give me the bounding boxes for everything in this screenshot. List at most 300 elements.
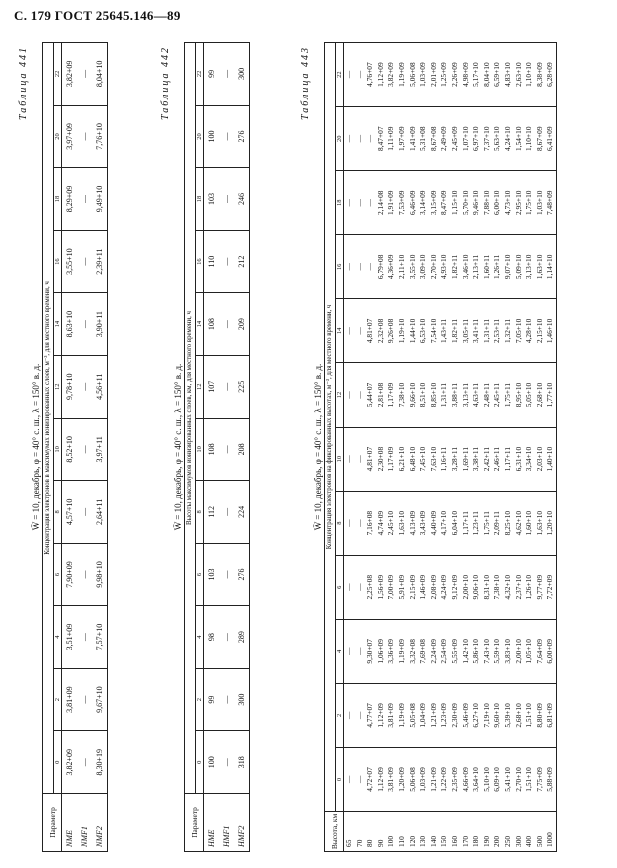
table-row bbox=[461, 43, 472, 852]
table-cell: 3,32+08 bbox=[408, 619, 419, 683]
row-label: 160 bbox=[450, 812, 461, 852]
table-cell: 1,82+11 bbox=[450, 299, 461, 363]
table-cell: 1,63+10 bbox=[535, 491, 546, 555]
table-cell: 7,38+10 bbox=[492, 555, 503, 619]
table-cell: 7,38+10 bbox=[397, 363, 408, 427]
table-cell: — bbox=[219, 355, 234, 418]
table-cell: 9,60+10 bbox=[492, 683, 503, 747]
table-cell: 2,45+11 bbox=[492, 363, 503, 427]
table-cell: 8,30+19 bbox=[92, 731, 108, 794]
table-cell: 9,46+10 bbox=[471, 171, 482, 235]
table-row bbox=[408, 43, 419, 852]
table-row bbox=[429, 43, 440, 852]
table-row bbox=[418, 43, 429, 852]
table-cell: 8,04+10 bbox=[92, 43, 108, 106]
table-row bbox=[397, 43, 408, 852]
table-442-param-header: Параметр bbox=[185, 794, 204, 852]
table-cell: 3,51+09 bbox=[62, 606, 78, 669]
table-cell: 5,63+10 bbox=[492, 107, 503, 171]
table-cell: 2,30+08 bbox=[376, 427, 387, 491]
hour-header: 4 bbox=[54, 606, 62, 669]
table-cell: 1,20+09 bbox=[397, 747, 408, 811]
table-cell: — bbox=[344, 299, 355, 363]
table-cell: 7,37+10 bbox=[482, 107, 493, 171]
table-cell: 3,13+11 bbox=[461, 363, 472, 427]
row-label: 80 bbox=[365, 812, 376, 852]
table-cell: 6,21+10 bbox=[397, 427, 408, 491]
table-cell: 8,85+10 bbox=[429, 363, 440, 427]
table-cell: 1,05+10 bbox=[524, 619, 535, 683]
table-cell: 8,38+09 bbox=[535, 43, 546, 107]
hour-header: 16 bbox=[196, 230, 204, 293]
table-cell: 1,42+10 bbox=[461, 619, 472, 683]
table-cell: — bbox=[219, 606, 234, 669]
row-label: 120 bbox=[408, 812, 419, 852]
table-cell: 9,30+07 bbox=[365, 619, 376, 683]
hour-header: 6 bbox=[336, 555, 344, 619]
table-cell: 7,57+10 bbox=[92, 606, 108, 669]
table-cell: 3,81+09 bbox=[386, 683, 397, 747]
table-cell: — bbox=[77, 606, 92, 669]
table-cell: 6,31+10 bbox=[514, 427, 525, 491]
row-label: HMF2 bbox=[234, 794, 250, 852]
hour-header: 4 bbox=[336, 619, 344, 683]
table-cell: — bbox=[77, 168, 92, 231]
table-cell: 276 bbox=[234, 105, 250, 168]
table-cell: 4,17+10 bbox=[439, 491, 450, 555]
table-443-caption: Концентрация электронов на фиксированных высотах, м⁻³, для местного времени, ч bbox=[325, 43, 336, 812]
hour-header: 2 bbox=[336, 683, 344, 747]
table-row bbox=[376, 43, 387, 852]
table-cell: 4,24+10 bbox=[503, 107, 514, 171]
table-row bbox=[386, 43, 397, 852]
table-cell: 9,66+10 bbox=[408, 363, 419, 427]
table-cell: 8,29+09 bbox=[62, 168, 78, 231]
table-441-param-header: Параметр bbox=[43, 794, 62, 852]
table-cell: 1,63+10 bbox=[535, 235, 546, 299]
table-cell: 1,77+10 bbox=[545, 363, 556, 427]
table-cell: 9,77+09 bbox=[535, 555, 546, 619]
hour-header: 14 bbox=[336, 299, 344, 363]
table-cell: 2,14+08 bbox=[376, 171, 387, 235]
table-cell: 1,16+11 bbox=[439, 427, 450, 491]
row-label: NMF1 bbox=[77, 794, 92, 852]
table-442-title: W̄ = 10, декабрь, φ = 40° с. ш., λ = 150° в. д. bbox=[173, 363, 183, 531]
table-cell: 3,97+09 bbox=[62, 105, 78, 168]
table-cell: 5,70+10 bbox=[461, 171, 472, 235]
hour-header: 0 bbox=[196, 731, 204, 794]
table-cell: 108 bbox=[204, 293, 220, 356]
table-cell: 1,82+11 bbox=[450, 235, 461, 299]
table-cell: 6,27+10 bbox=[471, 683, 482, 747]
table-443-label: Таблица 443 bbox=[300, 46, 311, 120]
table-cell: 7,90+09 bbox=[62, 543, 78, 606]
table-cell: 3,83+10 bbox=[503, 619, 514, 683]
table-cell: 1,10+10 bbox=[524, 107, 535, 171]
table-cell: 5,10+10 bbox=[482, 747, 493, 811]
table-cell: — bbox=[355, 299, 366, 363]
table-cell: 1,07+10 bbox=[461, 107, 472, 171]
table-cell: 1,12+09 bbox=[376, 43, 387, 107]
row-label: 130 bbox=[418, 812, 429, 852]
row-label: 250 bbox=[503, 812, 514, 852]
table-cell: 3,34+10 bbox=[524, 427, 535, 491]
table-cell: 4,62+10 bbox=[514, 491, 525, 555]
table-cell: 2,68+10 bbox=[535, 363, 546, 427]
table-cell: 2,37+10 bbox=[514, 555, 525, 619]
table-cell: 8,47+07 bbox=[376, 107, 387, 171]
table-cell: 4,40+09 bbox=[429, 491, 440, 555]
table-cell: — bbox=[344, 107, 355, 171]
hour-header: 16 bbox=[336, 235, 344, 299]
table-441-block bbox=[18, 42, 108, 852]
table-cell: 5,05+08 bbox=[408, 683, 419, 747]
table-row bbox=[344, 43, 355, 852]
table-cell: 9,07+10 bbox=[503, 235, 514, 299]
table-cell: 8,67+09 bbox=[535, 107, 546, 171]
table-cell: 1,14+10 bbox=[545, 235, 556, 299]
table-cell: 99 bbox=[204, 43, 220, 106]
table-row bbox=[535, 43, 546, 852]
table-cell: — bbox=[344, 427, 355, 491]
table-cell: 9,06+10 bbox=[471, 555, 482, 619]
table-cell: 1,26+11 bbox=[492, 235, 503, 299]
table-cell: 7,45+10 bbox=[418, 427, 429, 491]
table-cell: 1,03+09 bbox=[418, 43, 429, 107]
row-label: 400 bbox=[524, 812, 535, 852]
table-cell: 4,81+07 bbox=[365, 427, 376, 491]
table-cell: — bbox=[355, 427, 366, 491]
table-cell: 4,66+09 bbox=[461, 747, 472, 811]
hour-header: 18 bbox=[54, 168, 62, 231]
table-cell: 7,00+09 bbox=[386, 555, 397, 619]
table-442 bbox=[184, 42, 250, 852]
table-cell: 7,43+10 bbox=[482, 619, 493, 683]
table-cell: 100 bbox=[204, 731, 220, 794]
table-cell: 2,42+11 bbox=[482, 427, 493, 491]
hour-header: 20 bbox=[196, 105, 204, 168]
table-cell: 5,17+10 bbox=[471, 43, 482, 107]
table-cell: 9,12+09 bbox=[450, 555, 461, 619]
table-cell: 5,59+10 bbox=[492, 619, 503, 683]
table-442-block bbox=[160, 42, 250, 852]
table-cell: 4,28+10 bbox=[524, 299, 535, 363]
table-cell: 6,00+09 bbox=[545, 619, 556, 683]
hour-header: 10 bbox=[336, 427, 344, 491]
table-cell: 318 bbox=[234, 731, 250, 794]
table-cell: 4,81+07 bbox=[365, 299, 376, 363]
table-cell: — bbox=[77, 293, 92, 356]
table-cell: 4,32+10 bbox=[503, 555, 514, 619]
table-cell: 2,95+10 bbox=[514, 171, 525, 235]
table-cell: 3,43+09 bbox=[418, 491, 429, 555]
table-cell: 3,14+09 bbox=[418, 171, 429, 235]
table-cell: 3,41+11 bbox=[471, 299, 482, 363]
table-cell: 1,21+09 bbox=[429, 683, 440, 747]
table-443 bbox=[324, 42, 557, 852]
row-label: 1000 bbox=[545, 812, 556, 852]
table-cell: 6,04+10 bbox=[450, 491, 461, 555]
table-cell: 4,36+09 bbox=[386, 235, 397, 299]
table-cell: 9,49+10 bbox=[92, 168, 108, 231]
table-cell: — bbox=[219, 543, 234, 606]
table-cell: 6,48+10 bbox=[408, 427, 419, 491]
table-cell: 1,19+09 bbox=[397, 619, 408, 683]
row-label: 110 bbox=[397, 812, 408, 852]
table-cell: 107 bbox=[204, 355, 220, 418]
table-row bbox=[482, 43, 493, 852]
hour-header: 14 bbox=[196, 293, 204, 356]
table-cell: 225 bbox=[234, 355, 250, 418]
table-cell: 300 bbox=[234, 43, 250, 106]
page-header: С. 179 ГОСТ 25645.146—89 bbox=[14, 8, 181, 23]
table-cell: — bbox=[219, 481, 234, 544]
table-cell: 2,26+09 bbox=[450, 43, 461, 107]
table-cell: — bbox=[344, 491, 355, 555]
table-cell: 1,46+09 bbox=[418, 555, 429, 619]
hour-header: 22 bbox=[196, 43, 204, 106]
table-cell: 1,20+10 bbox=[545, 491, 556, 555]
hour-header: 8 bbox=[54, 481, 62, 544]
hour-header: 12 bbox=[336, 363, 344, 427]
table-row bbox=[355, 43, 366, 852]
table-cell: 1,15+10 bbox=[450, 171, 461, 235]
table-cell: 5,41+10 bbox=[503, 747, 514, 811]
table-442-label: Таблица 442 bbox=[160, 46, 171, 120]
table-row bbox=[514, 43, 525, 852]
table-cell: 289 bbox=[234, 606, 250, 669]
table-cell: 2,53+11 bbox=[492, 299, 503, 363]
hour-header: 0 bbox=[54, 731, 62, 794]
table-cell: 4,24+09 bbox=[439, 555, 450, 619]
table-cell: 1,91+09 bbox=[386, 171, 397, 235]
table-cell: 1,11+09 bbox=[386, 107, 397, 171]
table-cell: — bbox=[344, 747, 355, 811]
table-cell: — bbox=[219, 168, 234, 231]
table-cell: 1,44+10 bbox=[408, 299, 419, 363]
table-cell: 3,97+11 bbox=[92, 418, 108, 481]
table-cell: 2,24+09 bbox=[429, 619, 440, 683]
table-cell: 7,69+08 bbox=[418, 619, 429, 683]
table-cell: 1,12+09 bbox=[376, 683, 387, 747]
table-cell: 2,30+09 bbox=[450, 683, 461, 747]
table-row bbox=[365, 43, 376, 852]
table-cell: — bbox=[355, 235, 366, 299]
table-cell: 3,28+11 bbox=[450, 427, 461, 491]
hour-header: 10 bbox=[196, 418, 204, 481]
row-label: 90 bbox=[376, 812, 387, 852]
table-cell: 1,63+10 bbox=[397, 491, 408, 555]
table-cell: 1,31+11 bbox=[439, 363, 450, 427]
table-cell: 2,45+09 bbox=[450, 107, 461, 171]
hour-header: 4 bbox=[196, 606, 204, 669]
table-cell: — bbox=[344, 619, 355, 683]
table-cell: 1,46+10 bbox=[545, 299, 556, 363]
table-cell: 7,54+10 bbox=[429, 299, 440, 363]
table-cell: 8,52+10 bbox=[62, 418, 78, 481]
table-cell: 1,51+10 bbox=[524, 747, 535, 811]
table-cell: 2,39+11 bbox=[92, 230, 108, 293]
hour-header: 10 bbox=[54, 418, 62, 481]
table-cell: 3,88+11 bbox=[450, 363, 461, 427]
table-cell: 1,19+10 bbox=[397, 299, 408, 363]
table-cell: 7,48+09 bbox=[545, 171, 556, 235]
table-cell: 3,36+09 bbox=[386, 619, 397, 683]
row-label: 150 bbox=[439, 812, 450, 852]
table-cell: — bbox=[77, 355, 92, 418]
table-cell: 2,70+10 bbox=[514, 747, 525, 811]
table-row bbox=[77, 43, 92, 852]
table-cell: 8,63+10 bbox=[62, 293, 78, 356]
table-cell: — bbox=[77, 418, 92, 481]
table-cell: 103 bbox=[204, 543, 220, 606]
table-cell: 3,82+09 bbox=[62, 731, 78, 794]
table-cell: 2,35+09 bbox=[450, 747, 461, 811]
table-cell: 8,25+10 bbox=[503, 491, 514, 555]
table-cell: — bbox=[355, 43, 366, 107]
table-441-title: W̄ = 10, декабрь, φ = 40° с. ш., λ = 150° в. д. bbox=[31, 363, 41, 531]
table-442-caption: Высоты максимумов ионизированных слоев, км, для местного времени, ч bbox=[185, 43, 196, 794]
hour-header: 2 bbox=[54, 668, 62, 731]
table-cell: 5,46+09 bbox=[461, 683, 472, 747]
table-cell: 1,17+09 bbox=[386, 363, 397, 427]
table-cell: — bbox=[355, 363, 366, 427]
table-cell: 5,06+08 bbox=[408, 747, 419, 811]
table-cell: 3,15+09 bbox=[429, 171, 440, 235]
table-cell: 1,75+11 bbox=[503, 363, 514, 427]
table-row bbox=[219, 43, 234, 852]
table-cell: 3,38+11 bbox=[471, 427, 482, 491]
table-cell: — bbox=[344, 43, 355, 107]
table-cell: 1,25+09 bbox=[439, 43, 450, 107]
rotated-tables bbox=[18, 42, 608, 852]
table-cell: 9,98+10 bbox=[92, 543, 108, 606]
hour-header: 16 bbox=[54, 230, 62, 293]
table-cell: 2,45+10 bbox=[386, 491, 397, 555]
table-cell: 6,09+10 bbox=[492, 747, 503, 811]
table-cell: 8,51+10 bbox=[418, 363, 429, 427]
row-label: NMF2 bbox=[92, 794, 108, 852]
row-label: 170 bbox=[461, 812, 472, 852]
table-cell: 2,25+08 bbox=[365, 555, 376, 619]
table-cell: 1,12+09 bbox=[376, 747, 387, 811]
table-cell: — bbox=[219, 230, 234, 293]
table-cell: — bbox=[219, 418, 234, 481]
table-cell: 8,67+08 bbox=[429, 107, 440, 171]
table-cell: 1,03+10 bbox=[535, 171, 546, 235]
table-443-block bbox=[300, 42, 557, 852]
table-cell: 1,03+09 bbox=[418, 747, 429, 811]
table-cell: — bbox=[77, 43, 92, 106]
table-cell: 4,76+07 bbox=[365, 43, 376, 107]
table-cell: — bbox=[77, 731, 92, 794]
table-row bbox=[503, 43, 514, 852]
table-443-param-header: Высота, км bbox=[325, 812, 344, 852]
hour-header: 20 bbox=[336, 107, 344, 171]
table-cell: 1,23+11 bbox=[471, 491, 482, 555]
hour-header: 8 bbox=[196, 481, 204, 544]
table-cell: 8,04+10 bbox=[482, 43, 493, 107]
table-cell: 6,59+10 bbox=[492, 43, 503, 107]
table-cell: 2,09+11 bbox=[492, 491, 503, 555]
table-cell: 6,53+10 bbox=[418, 299, 429, 363]
table-cell: 5,88+09 bbox=[545, 747, 556, 811]
table-cell: 8,47+09 bbox=[439, 171, 450, 235]
table-cell: — bbox=[355, 555, 366, 619]
table-cell: 7,53+09 bbox=[397, 171, 408, 235]
table-441 bbox=[42, 42, 108, 852]
row-label: 200 bbox=[492, 812, 503, 852]
table-cell: 6,81+09 bbox=[545, 683, 556, 747]
table-cell: 208 bbox=[234, 418, 250, 481]
table-cell: 1,04+09 bbox=[418, 683, 429, 747]
table-cell: 9,26+08 bbox=[386, 299, 397, 363]
table-cell: 4,57+10 bbox=[62, 481, 78, 544]
table-cell: 2,46+11 bbox=[492, 427, 503, 491]
table-cell: 2,00+10 bbox=[461, 555, 472, 619]
hour-header: 18 bbox=[196, 168, 204, 231]
table-cell: 4,98+09 bbox=[461, 43, 472, 107]
table-cell: — bbox=[355, 619, 366, 683]
table-row bbox=[492, 43, 503, 852]
table-cell: 2,01+09 bbox=[429, 43, 440, 107]
table-cell: 5,09+10 bbox=[514, 235, 525, 299]
table-cell: 2,03+10 bbox=[535, 427, 546, 491]
row-label: 100 bbox=[386, 812, 397, 852]
table-cell: 2,68+10 bbox=[514, 683, 525, 747]
table-cell: — bbox=[219, 43, 234, 106]
table-cell: 212 bbox=[234, 230, 250, 293]
hour-header: 20 bbox=[54, 105, 62, 168]
table-cell: 7,64+09 bbox=[535, 619, 546, 683]
table-cell: 1,43+11 bbox=[439, 299, 450, 363]
table-cell: 4,77+07 bbox=[365, 683, 376, 747]
table-cell: 1,60+11 bbox=[482, 235, 493, 299]
table-cell: 7,05+10 bbox=[514, 299, 525, 363]
table-cell: 1,17+11 bbox=[503, 427, 514, 491]
table-cell: 2,54+09 bbox=[439, 619, 450, 683]
table-cell: 300 bbox=[234, 668, 250, 731]
table-cell: 2,00+10 bbox=[514, 619, 525, 683]
table-cell: — bbox=[365, 235, 376, 299]
table-cell: 4,73+10 bbox=[503, 171, 514, 235]
table-cell: — bbox=[77, 105, 92, 168]
table-row bbox=[471, 43, 482, 852]
table-cell: 7,16+08 bbox=[365, 491, 376, 555]
table-cell: 1,17+09 bbox=[386, 427, 397, 491]
table-cell: — bbox=[77, 481, 92, 544]
table-cell: — bbox=[365, 107, 376, 171]
row-label: NME bbox=[62, 794, 78, 852]
table-cell: 6,79+08 bbox=[376, 235, 387, 299]
table-cell: 8,80+09 bbox=[535, 683, 546, 747]
table-row bbox=[92, 43, 108, 852]
table-cell: 3,09+10 bbox=[418, 235, 429, 299]
table-cell: — bbox=[355, 171, 366, 235]
hour-header: 2 bbox=[196, 668, 204, 731]
table-cell: 5,31+08 bbox=[418, 107, 429, 171]
table-cell: 6,00+10 bbox=[492, 171, 503, 235]
table-443-title: W̄ = 10, декабрь, φ = 40° с. ш., λ = 150° в. д. bbox=[313, 363, 323, 531]
table-cell: — bbox=[344, 363, 355, 427]
table-cell: 7,76+10 bbox=[92, 105, 108, 168]
table-cell: 7,19+10 bbox=[482, 683, 493, 747]
table-cell: 224 bbox=[234, 481, 250, 544]
row-label: HME bbox=[204, 794, 220, 852]
table-cell: 3,82+09 bbox=[62, 43, 78, 106]
hour-header: 12 bbox=[54, 355, 62, 418]
hour-header: 6 bbox=[196, 543, 204, 606]
